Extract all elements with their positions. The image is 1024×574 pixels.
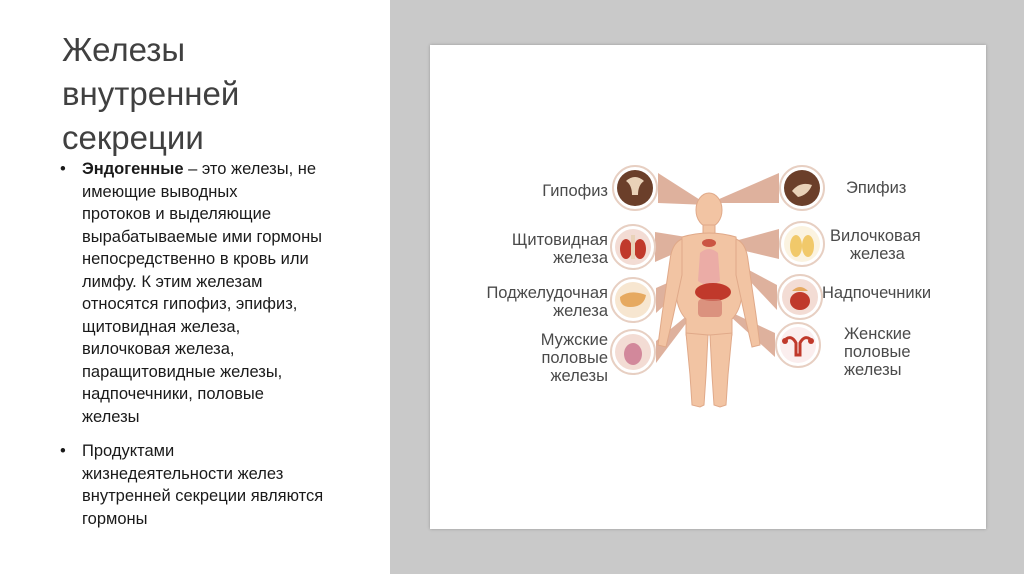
adrenal-icon (778, 275, 822, 319)
label-thyroid-line1: Щитовидная (511, 231, 608, 249)
label-pancreas-line2: железа (553, 302, 608, 320)
label-male-gonads-line3: железы (550, 367, 608, 385)
pancreas-icon (611, 278, 655, 322)
text-line: щитовидная железа, (82, 317, 241, 336)
text-line: паращитовидные железы, (82, 362, 283, 381)
text-line: протоков и выделяющие (82, 205, 271, 223)
pineal-icon (780, 166, 824, 210)
label-thymus-line1: Вилочковая (830, 227, 921, 245)
title-line: Железы (62, 31, 186, 68)
text-line: внутренней секреции являются (82, 487, 324, 505)
endocrine-diagram (430, 45, 986, 529)
title-line: секреции (62, 119, 204, 156)
label-adrenal: Надпочечники (822, 284, 932, 302)
male-gonads-icon (611, 330, 655, 374)
text-line: – это железы, не (183, 160, 317, 178)
text-line: гормоны (82, 509, 148, 528)
text-line: вилочковая железа, (82, 340, 235, 358)
text-line: железы (82, 407, 140, 426)
slide-title (62, 28, 372, 160)
pituitary-icon (613, 166, 657, 210)
label-pancreas-line1: Поджелудочная (486, 284, 608, 302)
text-line: относятся гипофиз, эпифиз, (82, 295, 298, 313)
left-labels (486, 182, 608, 385)
thymus-icon (780, 222, 824, 266)
right-labels (822, 179, 931, 379)
female-gonads-icon (776, 323, 820, 367)
text-line: имеющие выводных (82, 182, 238, 201)
bullet-text (82, 440, 380, 530)
term-endogenous: Эндогенные (82, 160, 184, 178)
label-female-gonads-line1: Женские (844, 325, 912, 343)
endocrine-diagram-card (430, 45, 986, 529)
human-body-figure (658, 193, 760, 407)
text-line: Продуктами (82, 442, 175, 460)
bullet-item-hormones (60, 440, 380, 530)
title-line: внутренней (62, 75, 240, 112)
label-pituitary: Гипофиз (542, 182, 608, 200)
label-male-gonads-line2: половые (541, 349, 608, 367)
text-line: вырабатываемые ими гормоны (82, 227, 323, 246)
label-pineal: Эпифиз (846, 179, 907, 197)
text-line: непосредственно в кровь или (82, 250, 309, 268)
bullet-item-endogenous (60, 158, 380, 428)
bullet-marker: • (60, 442, 66, 460)
bullet-marker: • (60, 160, 66, 178)
label-thymus-line2: железа (850, 245, 905, 263)
text-line: жизнедеятельности желез (82, 464, 284, 483)
text-line: надпочечники, половые (82, 385, 264, 403)
thyroid-icon (611, 225, 655, 269)
label-male-gonads-line1: Мужские (540, 331, 608, 349)
bullet-text (82, 158, 380, 428)
label-female-gonads-line3: железы (844, 361, 902, 379)
label-female-gonads-line2: половые (844, 343, 911, 361)
text-panel (0, 0, 390, 574)
pointer-pineal (710, 173, 779, 203)
label-thyroid-line2: железа (553, 249, 608, 267)
text-line: лимфу. К этим железам (82, 272, 263, 291)
bullet-list (60, 158, 380, 542)
